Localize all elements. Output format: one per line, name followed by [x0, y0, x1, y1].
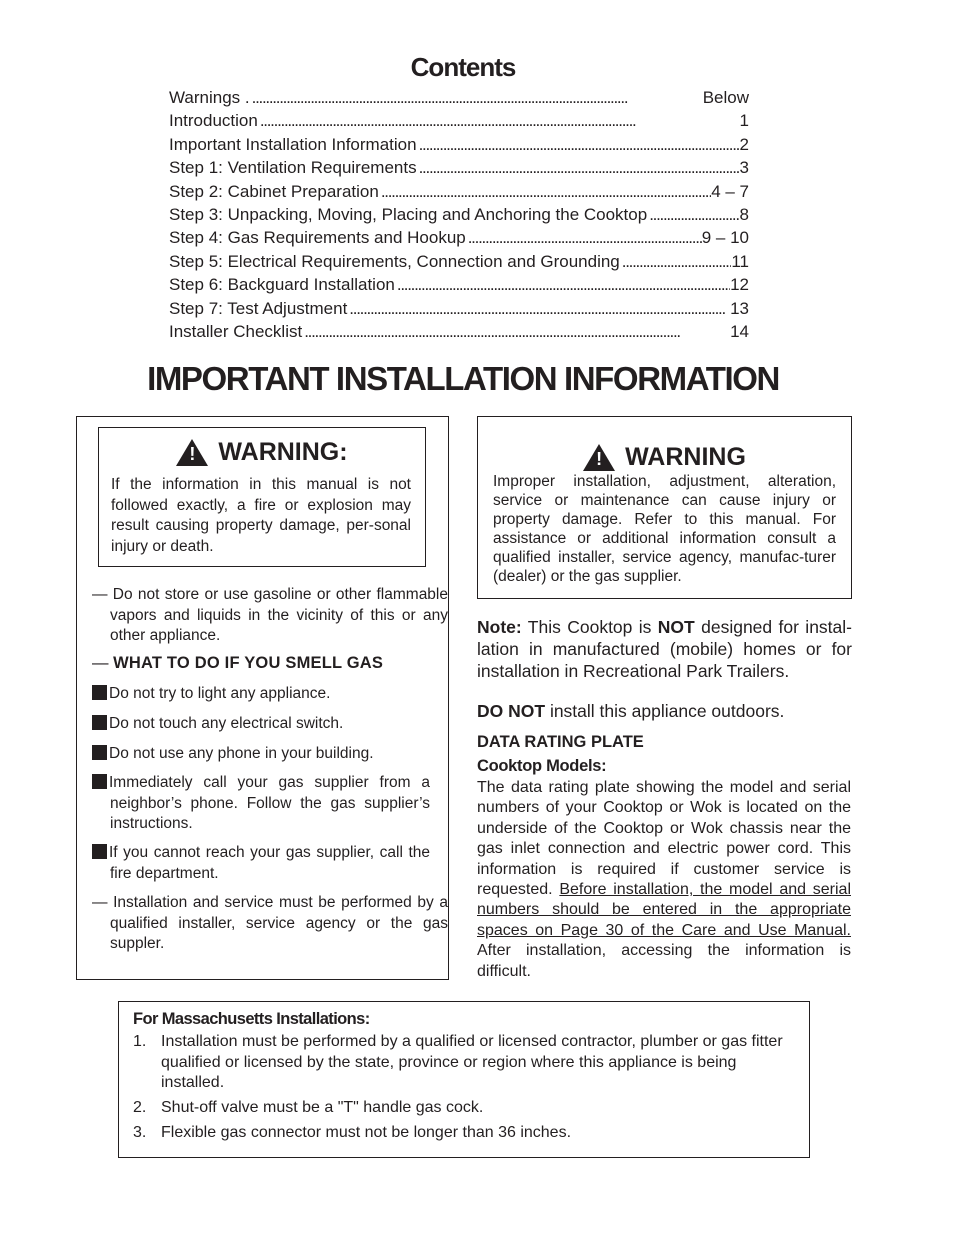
- contents-title: Contents: [410, 52, 516, 82]
- warning-text: If the information in this manual is not followed exactly, a fire or explosion may result causing property damage, per-sonal injury or death.: [111, 476, 411, 555]
- note-paragraph: [477, 616, 852, 682]
- warning-title: WARNING: [625, 443, 746, 471]
- square-bullet-icon: [92, 715, 107, 730]
- square-bullet-icon: [92, 774, 107, 789]
- toc-leader-dots: [417, 156, 740, 179]
- toc-leader-dots: [647, 203, 739, 226]
- warning-heading: [478, 443, 851, 472]
- list-item: [92, 773, 430, 835]
- toc-entry: [169, 180, 749, 203]
- list-item: [92, 684, 430, 705]
- bullet-text: If you cannot reach your gas supplier, call the fire department.: [109, 844, 430, 882]
- toc-leader-dots: [620, 250, 732, 273]
- cooktop-models-heading: Cooktop Models:: [477, 757, 607, 775]
- item-text: Shut-off valve must be a "T" handle gas cock.: [161, 1099, 484, 1116]
- toc-leader-dots: [466, 226, 702, 249]
- toc-leader-dots: [250, 86, 703, 109]
- table-of-contents: [169, 86, 749, 343]
- square-bullet-icon: [92, 685, 107, 700]
- service-text: — Installation and service must be performed by a qualified installer, service agency or the gas suppler.: [92, 894, 448, 952]
- toc-leader-dots: [395, 273, 730, 296]
- item-text: Flexible gas connector must not be longer than 36 inches.: [161, 1124, 572, 1141]
- toc-page: 4 – 7: [711, 181, 749, 201]
- toc-page: 14: [730, 321, 749, 341]
- data-rating-plate-heading: DATA RATING PLATE: [477, 733, 644, 751]
- smell-gas-title: WHAT TO DO IF YOU SMELL GAS: [113, 654, 384, 672]
- fire-explosion-warning-box: [98, 427, 426, 567]
- toc-label: Step 4: Gas Requirements and Hookup: [169, 228, 466, 248]
- massachusetts-title: For Massachusetts Installations:: [133, 1010, 370, 1028]
- item-number: 3.: [133, 1124, 147, 1141]
- toc-label: Step 5: Electrical Requirements, Connection and Grounding: [169, 251, 620, 271]
- toc-page: 1: [739, 111, 749, 131]
- toc-leader-dots: [417, 133, 740, 156]
- square-bullet-icon: [92, 844, 107, 859]
- item-number: 2.: [133, 1099, 147, 1116]
- toc-page: 12: [730, 275, 749, 295]
- square-bullet-icon: [92, 745, 107, 760]
- toc-entry: [169, 297, 749, 320]
- warning-triangle-icon: !: [176, 439, 208, 466]
- toc-entry: [169, 273, 749, 296]
- data-rating-plate-text: [477, 778, 851, 982]
- toc-label: Step 2: Cabinet Preparation: [169, 181, 379, 201]
- toc-leader-dots: [258, 109, 740, 132]
- toc-page: 2: [739, 134, 749, 154]
- toc-page: 8: [739, 204, 749, 224]
- toc-entry: [169, 133, 749, 156]
- do-not-text: install this appliance outdoors.: [549, 701, 785, 721]
- toc-entry: [169, 86, 749, 109]
- toc-entry: [169, 156, 749, 179]
- list-item: [92, 843, 430, 884]
- bullet-text: Do not use any phone in your building.: [109, 745, 374, 762]
- warning-text: Improper installation, adjustment, alteration, service or maintenance can cause injury or property damage. Refer to this manual. For assistance or additional information consult a qualified installer, service agency, manufac-turer (dealer) or the gas supplier.: [493, 473, 836, 585]
- list-item: [133, 1098, 797, 1119]
- toc-page: 9 – 10: [701, 228, 749, 248]
- toc-label: Introduction: [169, 111, 258, 131]
- no-store-gasoline-text: — Do not store or use gasoline or other flammable vapors and liquids in the vicinity of this or any other appliance.: [92, 586, 448, 644]
- rating-text: The data rating plate showing the model and serial numbers of your Cooktop or Wok is located on the underside of the Cooktop or Wok chassis near the gas inlet connection and electric power cord. This information is required if customer service is requested.: [477, 779, 851, 899]
- do-not-outdoors-text: [477, 700, 852, 722]
- toc-label: Step 7: Test Adjustment: [169, 298, 348, 318]
- toc-entry: [169, 320, 749, 343]
- toc-entry: [169, 250, 749, 273]
- massachusetts-installations-box: [118, 1001, 810, 1158]
- toc-label: Important Installation Information: [169, 134, 417, 154]
- bullet-text: Immediately call your gas supplier from a neighbor’s phone. Follow the gas supplier’s instructions.: [109, 774, 430, 832]
- list-item: [133, 1032, 797, 1094]
- toc-entry: [169, 203, 749, 226]
- list-item: [92, 714, 430, 735]
- bullet-text: Do not try to light any appliance.: [109, 685, 331, 702]
- smell-gas-heading: [92, 654, 430, 673]
- warning-heading: [99, 438, 425, 467]
- toc-entry: [169, 109, 749, 132]
- toc-page: 11: [731, 251, 749, 271]
- note-label: Note:: [477, 617, 522, 637]
- toc-leader-dots: [302, 320, 730, 343]
- rating-underlined-text: Before installation, the model and serial numbers should be entered in the appropriate spaces on Page 30 of the Care and Use Manual.: [477, 881, 851, 939]
- rating-text: After installation, accessing the information is difficult.: [477, 942, 851, 980]
- toc-label: Warnings .: [169, 88, 250, 107]
- toc-label: Step 6: Backguard Installation: [169, 275, 395, 295]
- note-not: NOT: [657, 617, 695, 637]
- toc-leader-dots: [347, 297, 730, 320]
- item-number: 1.: [133, 1033, 147, 1050]
- bullet-text: Do not touch any electrical switch.: [109, 715, 344, 732]
- toc-leader-dots: [379, 180, 711, 203]
- toc-label: Installer Checklist: [169, 321, 303, 341]
- page-heading: IMPORTANT INSTALLATION INFORMATION: [147, 360, 779, 397]
- improper-installation-warning-box: [477, 416, 852, 599]
- list-item: [92, 744, 430, 765]
- warning-triangle-icon: !: [583, 444, 615, 471]
- toc-page: 13: [730, 298, 749, 318]
- note-text: This Cooktop is: [527, 617, 652, 637]
- toc-page: 3: [739, 158, 749, 178]
- list-item: [133, 1123, 797, 1144]
- toc-entry: [169, 226, 749, 249]
- toc-label: Step 3: Unpacking, Moving, Placing and Anchoring the Cooktop: [169, 204, 648, 224]
- item-text: Installation must be performed by a qualified or licensed contractor, plumber or gas fitter qualified or licensed by the state, province or region where this appliance is being installed.: [161, 1033, 783, 1091]
- note-text: designed for instal-lation in manufactured (mobile) homes or for installation in Recreational Park Trailers.: [477, 617, 852, 681]
- dash: —: [92, 654, 109, 672]
- toc-page: Below: [702, 88, 749, 107]
- toc-label: Step 1: Ventilation Requirements: [169, 158, 417, 178]
- do-not-label: DO NOT: [477, 701, 546, 721]
- warning-title: WARNING:: [218, 438, 348, 466]
